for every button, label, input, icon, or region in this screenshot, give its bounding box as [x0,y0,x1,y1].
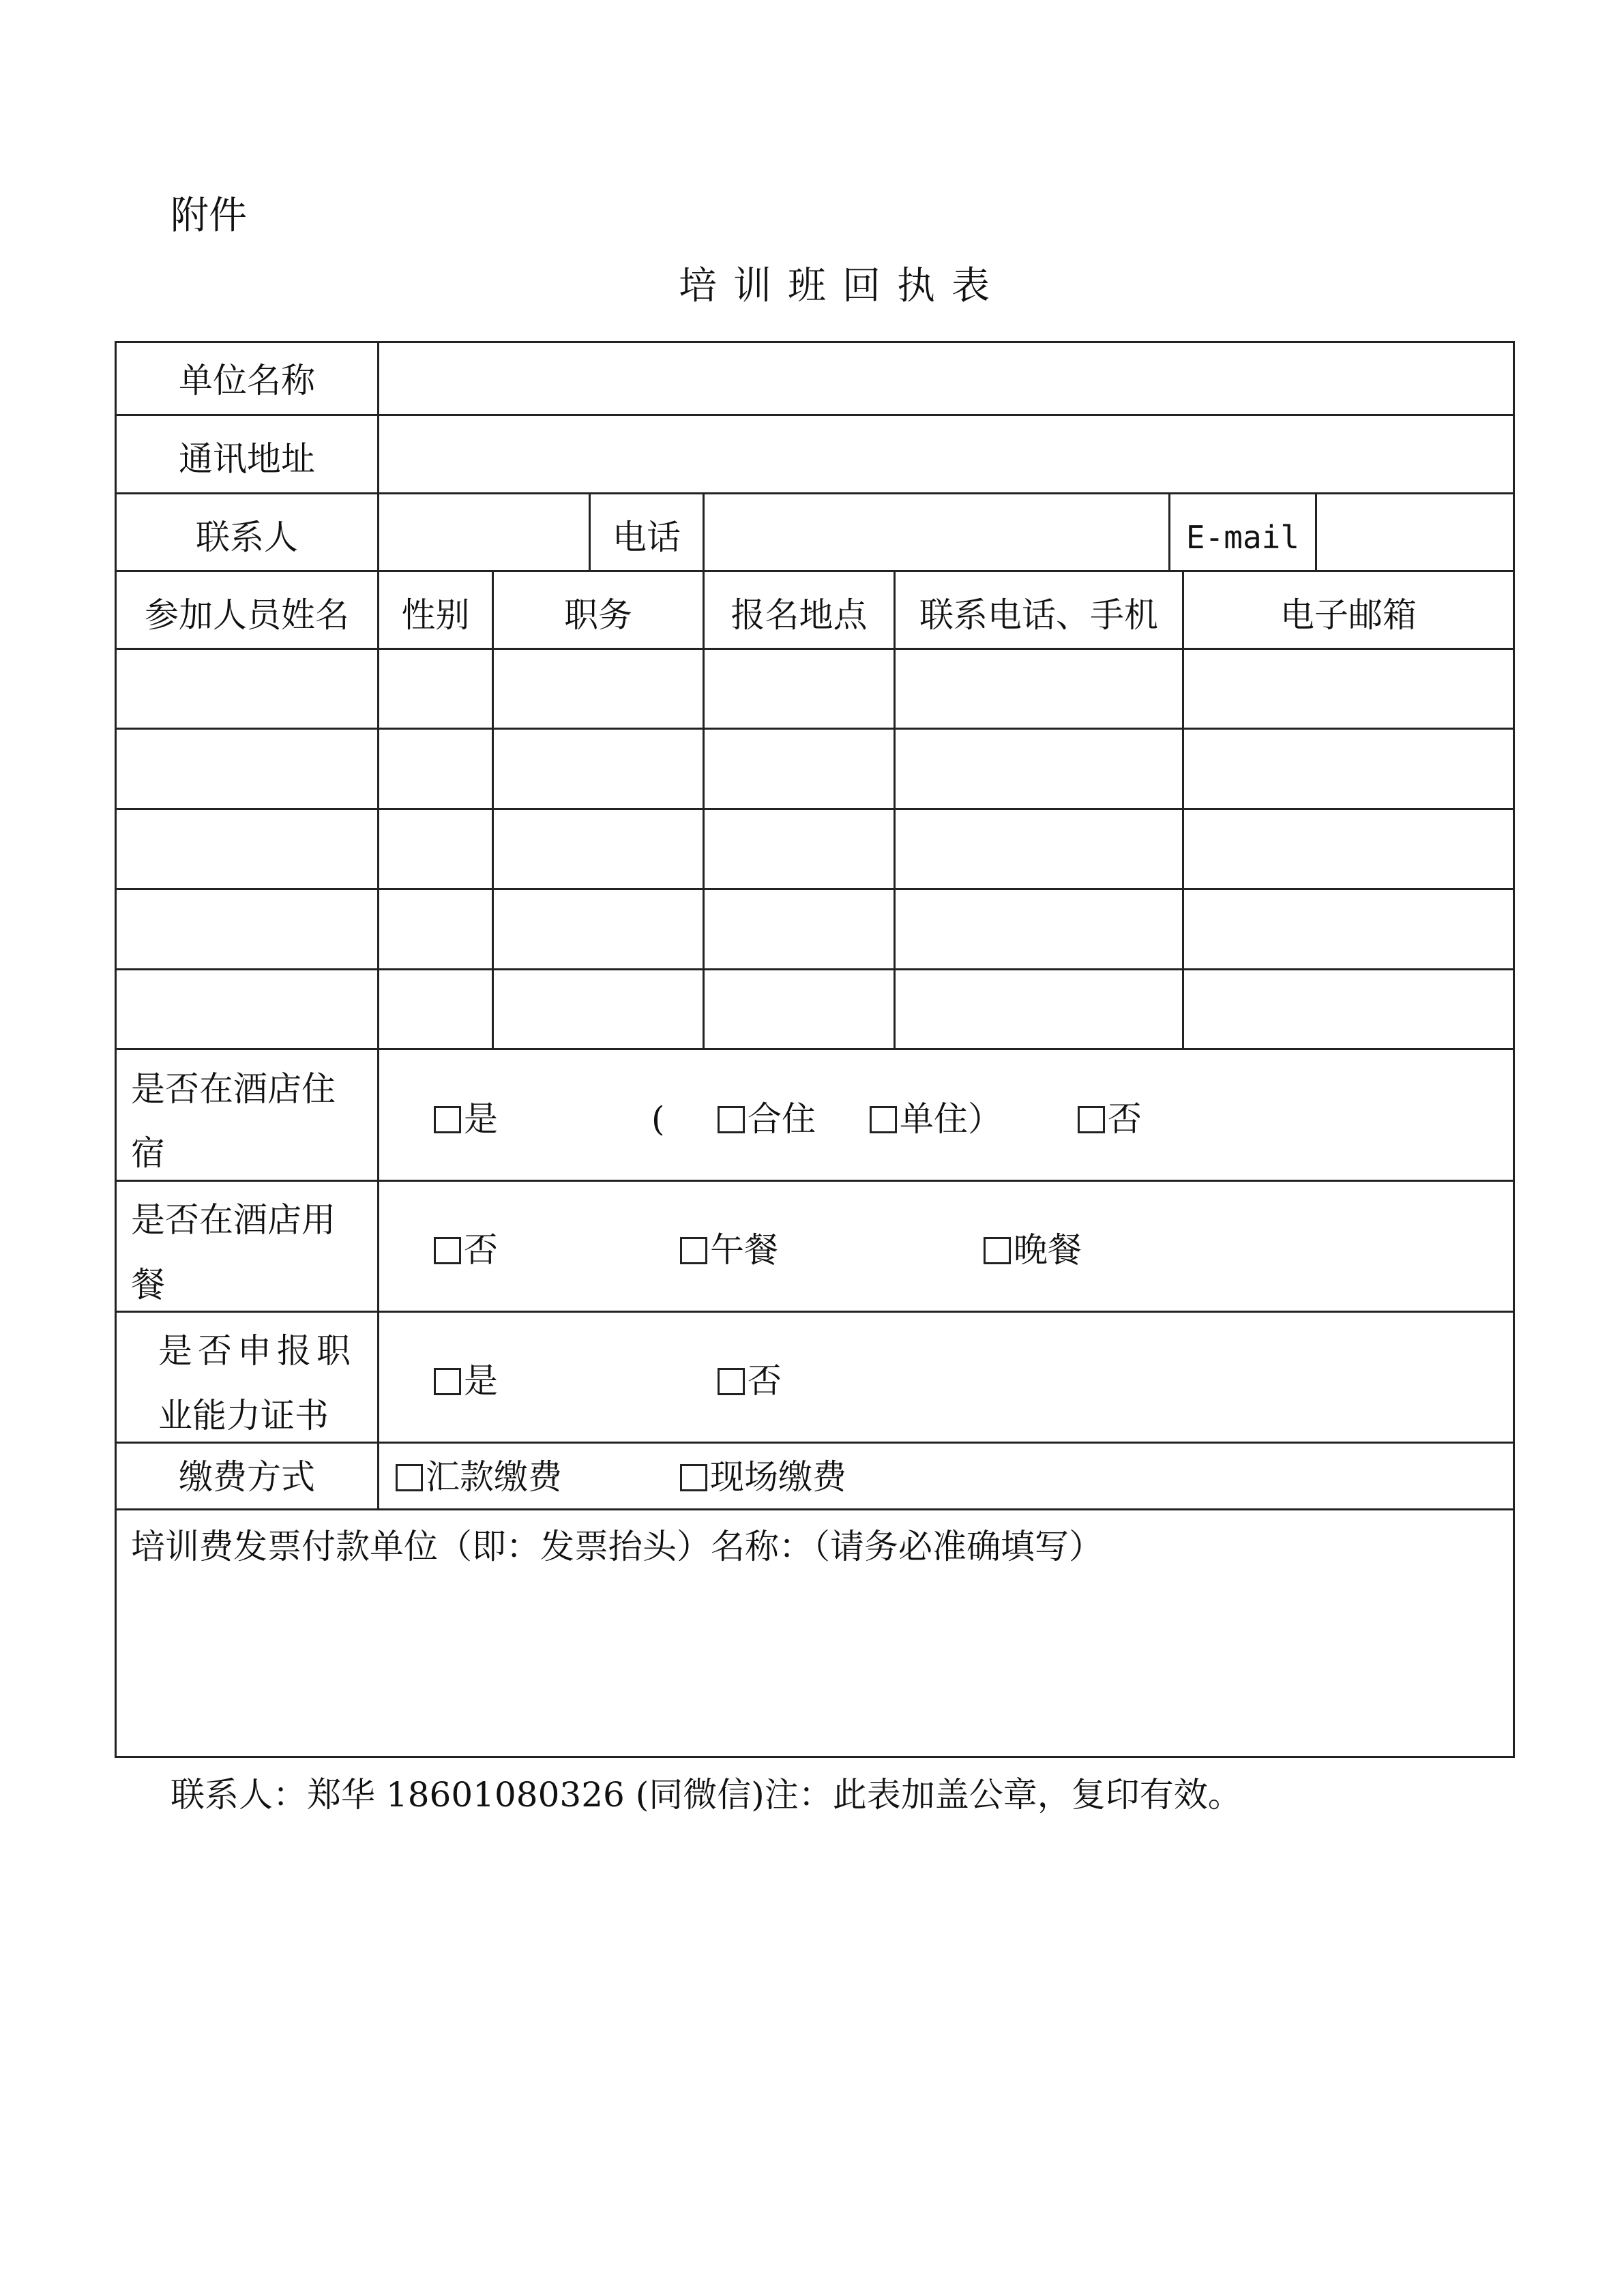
option-label: 否 [748,1361,782,1401]
header-participant-name: 参加人员姓名 [145,595,349,635]
hotel-meal-lunch-checkbox[interactable] [680,1229,778,1271]
email-label: E-mail [1185,519,1300,556]
hotel-stay-shared-checkbox[interactable] [718,1098,816,1140]
hotel-meal-no-checkbox[interactable] [434,1229,498,1271]
hotel-stay-single-checkbox[interactable] [870,1098,1002,1140]
email-input[interactable] [1317,494,1513,570]
checkbox-icon [680,1464,707,1491]
payment-label: 缴费方式 [179,1457,315,1497]
table-rule [115,1442,1513,1444]
contact-input[interactable] [379,494,589,570]
table-row[interactable] [117,810,1513,888]
option-label: 是 [464,1099,498,1139]
header-gender: 性别 [401,595,470,635]
header-position: 职务 [564,595,632,635]
table-rule [115,1311,1513,1313]
hotel-stay-no-checkbox[interactable] [1078,1098,1142,1140]
option-label: 合住 [748,1099,816,1139]
hotel-meal-label-line1: 是否在酒店用 [131,1200,336,1240]
invoice-title-input[interactable] [117,1575,1513,1754]
header-registration-location: 报名地点 [730,595,868,635]
certificate-label-line1: 是否申报职 [158,1331,356,1371]
address-label: 通讯地址 [179,439,315,479]
option-label: 否 [1108,1099,1142,1139]
phone-input[interactable] [705,494,1168,570]
payment-onsite-checkbox[interactable] [680,1456,846,1498]
header-phone-mobile: 联系电话、手机 [919,595,1158,635]
table-row[interactable] [117,730,1513,808]
checkbox-icon [680,1237,707,1264]
checkbox-icon [718,1106,745,1133]
checkbox-icon [1078,1106,1105,1133]
certificate-label-line2: 业能力证书 [158,1396,329,1435]
option-label: 午餐 [710,1230,778,1270]
table-rule [115,1508,1513,1510]
table-rule [115,1048,1513,1050]
hotel-meal-label-line2: 餐 [131,1265,165,1304]
contact-label: 联系人 [196,518,298,557]
hotel-stay-paren: ( [651,1099,665,1139]
hotel-meal-dinner-checkbox[interactable] [984,1229,1082,1271]
table-row[interactable] [117,970,1513,1048]
header-email: 电子邮箱 [1280,595,1417,635]
option-label: 单住） [900,1099,1002,1139]
certificate-yes-checkbox[interactable] [434,1360,498,1402]
footer-contact-note: 联系人：郑华 18601080326 (同微信)注：此表加盖公章，复印有效。 [171,1775,1242,1815]
checkbox-icon [984,1237,1011,1264]
checkbox-icon [396,1464,423,1491]
hotel-stay-label-line2: 宿 [131,1133,165,1173]
table-row[interactable] [117,650,1513,728]
phone-label: 电话 [612,518,681,557]
option-label: 汇款缴费 [426,1457,562,1497]
option-label: 现场缴费 [710,1457,846,1497]
option-label: 否 [464,1230,498,1270]
form-title: 培训班回执表 [679,264,1006,308]
invoice-note: 培训费发票付款单位（即：发票抬头）名称：（请务必准确填写） [131,1527,1103,1566]
table-row[interactable] [117,890,1513,968]
unit-name-label: 单位名称 [179,361,315,400]
certificate-no-checkbox[interactable] [718,1360,782,1402]
table-rule [115,570,1513,572]
table-border-bottom [115,1756,1515,1758]
checkbox-icon [870,1106,897,1133]
table-border-right [1513,341,1515,1758]
checkbox-icon [434,1368,461,1395]
attachment-label: 附件 [171,194,247,238]
address-input[interactable] [379,416,1513,492]
checkbox-icon [434,1237,461,1264]
hotel-stay-yes-checkbox[interactable] [434,1098,498,1140]
checkbox-icon [718,1368,745,1395]
hotel-stay-label-line1: 是否在酒店住 [131,1069,336,1109]
checkbox-icon [434,1106,461,1133]
option-label: 晚餐 [1014,1230,1082,1270]
payment-remit-checkbox[interactable] [396,1456,562,1498]
unit-name-input[interactable] [379,343,1513,414]
table-rule [115,1180,1513,1182]
option-label: 是 [464,1361,498,1401]
